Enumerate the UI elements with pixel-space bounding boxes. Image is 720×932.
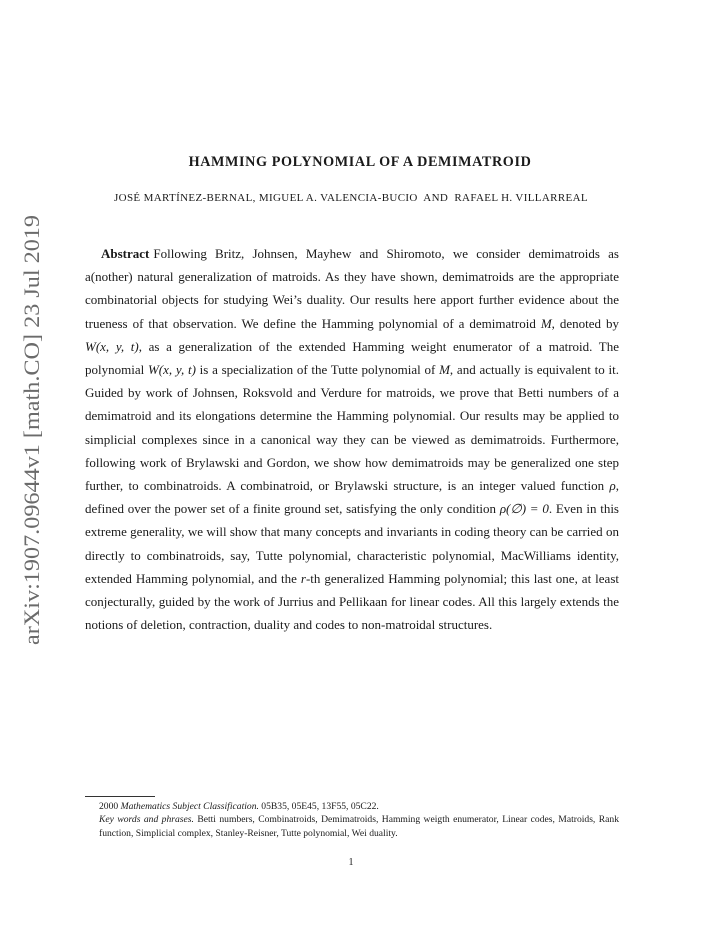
keywords-footnote: Key words and phrases. Betti numbers, Combinatroids, Demimatroids, Hamming weigth enumerator, Linear codes, Matroids, Rank function, Simplicial complex, Stanley-Reisner, Tutte polynomial, Wei duality.	[99, 814, 619, 839]
footnote-rule	[85, 796, 155, 797]
abstract-text: Following Britz, Johnsen, Mayhew and Shiromoto, we consider demimatroids as a(nother) natural generalization of matroids. As they have shown, demimatroids are the appropriate combinatorial objects for studying Wei’s duality. Our results here apport further evidence about the trueness of that observation. We define the Hamming polynomial of a demimatroid	[85, 246, 619, 331]
msc-footnote: 2000 Mathematics Subject Classification. 05B35, 05E45, 13F55, 05C22.	[99, 801, 379, 812]
abstract-text: . Even in this extreme generality, we will show that many concepts and invariants in coding theory can be carried on directly to combinatroids, say, Tutte polynomial, characteristic polynomial, MacWilliams identity, extended Hamming polynomial, and the	[85, 501, 619, 586]
math-expression: W(x, y, t)	[147, 362, 196, 378]
author-list: JOSÉ MARTÍNEZ-BERNAL, MIGUEL A. VALENCIA-BUCIO AND RAFAEL H. VILLARREAL	[114, 192, 588, 204]
arxiv-stamp	[12, 215, 46, 645]
paper-title: HAMMING POLYNOMIAL OF A DEMIMATROID	[188, 154, 532, 170]
abstract	[85, 242, 619, 636]
arxiv-stamp-text: arXiv:1907.09644v1 [math.CO] 23 Jul 2019	[19, 253, 44, 645]
footnotes	[85, 800, 619, 840]
math-symbol: M	[439, 362, 450, 378]
abstract-text: -th generalized Hamming polynomial; this last one, at least conjecturally, guided by the work of Jurrius and Pellikaan for linear codes. All this largely extends the notions of deletion, contraction, duality and codes to non-matroidal structures.	[85, 570, 619, 633]
abstract-text: is a specialization of the Tutte polynomial of	[195, 362, 440, 378]
abstract-text: , defined over the power set of a finite ground set, satisfying the only condition	[85, 478, 619, 517]
math-expression: W(x, y, t)	[85, 338, 139, 354]
math-expression: ρ(∅) = 0	[499, 501, 549, 517]
abstract-text: , denoted by	[551, 315, 619, 331]
abstract-text: , as a generalization of the extended Hamming weight enumerator of a matroid. The polynomial	[85, 338, 620, 378]
math-symbol: ρ	[609, 478, 616, 494]
math-symbol: M	[540, 315, 552, 331]
abstract-label: Abstract	[101, 246, 150, 261]
abstract-text: , and actually is equivalent to it. Guided by work of Johnsen, Roksvold and Verdure for matroids, we prove that Betti numbers of a demimatroid and its elongations determine the Hamming polynomial. Our results may be applied to simplicial complexes since in a canonical way they can be viewed as demimatroids. Furthermore, following work of Brylawski and Gordon, we show how demimatroids may be generalized one step further, to combinatroids. A combinatroid, or Brylawski structure, is an integer valued function	[85, 362, 619, 494]
page-number: 1	[348, 857, 354, 868]
math-symbol: r	[300, 570, 306, 586]
